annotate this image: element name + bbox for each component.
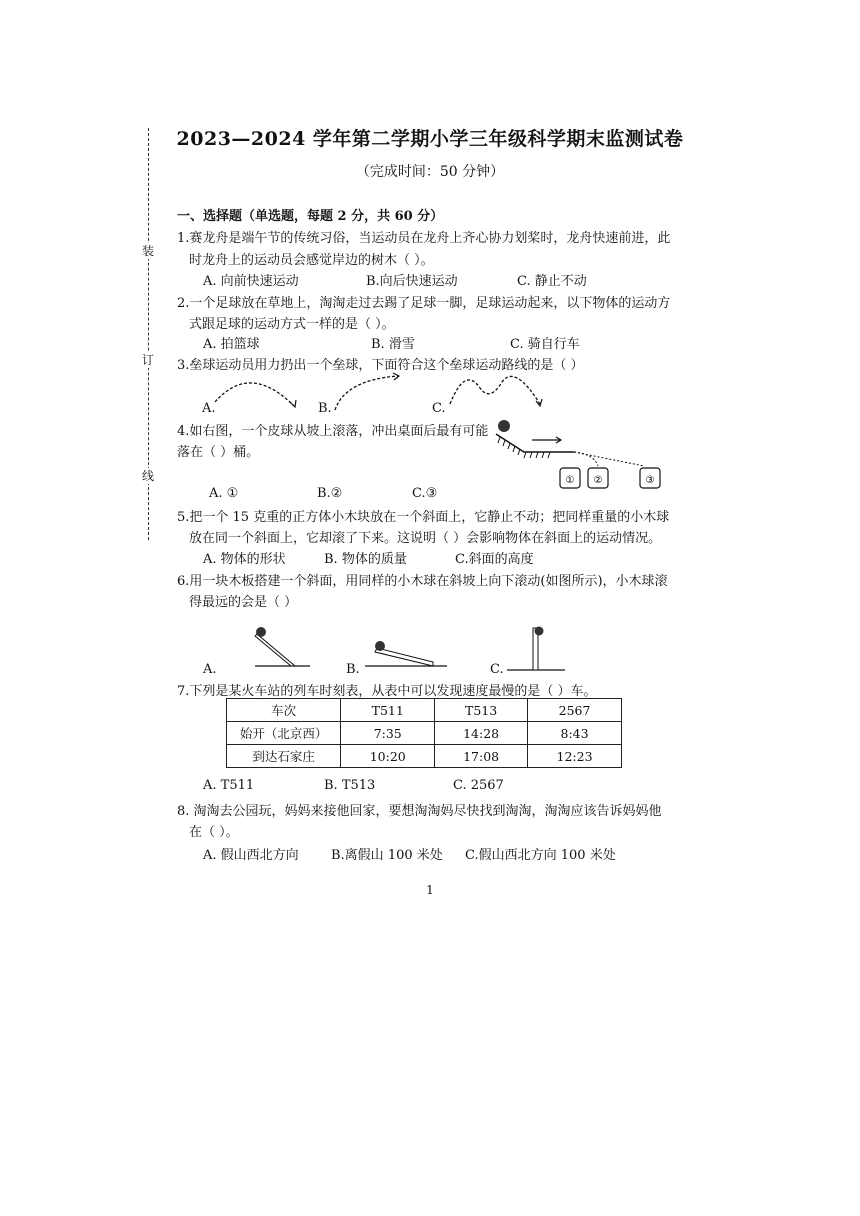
table-header-cell: 2567 bbox=[528, 699, 622, 722]
q4-slope-figure bbox=[494, 418, 666, 496]
q6-incline-figures bbox=[215, 622, 575, 674]
table-cell: 14:28 bbox=[435, 722, 528, 745]
q6-stem-line2: 得最远的会是（ ） bbox=[189, 595, 298, 610]
table-cell: 10:20 bbox=[341, 745, 435, 768]
q7-option-a: A. T511 bbox=[203, 778, 255, 793]
binding-char-ding: 订 bbox=[141, 353, 154, 367]
q1-stem-line2: 时龙舟上的运动员会感觉岸边的树木（ ）。 bbox=[189, 253, 434, 268]
q8-stem-line2: 在（ ）。 bbox=[189, 825, 239, 840]
exam-title: 2023—2024 学年第二学期小学三年级科学期末监测试卷 bbox=[176, 128, 684, 150]
table-cell: 到达石家庄 bbox=[227, 745, 341, 768]
incline-a-icon bbox=[255, 627, 310, 666]
q2-option-c: C. 骑自行车 bbox=[510, 337, 580, 352]
table-cell: 17:08 bbox=[435, 745, 528, 768]
table-header-cell: T511 bbox=[341, 699, 435, 722]
q3-trajectory-figures bbox=[210, 372, 550, 414]
q6-option-b: B. bbox=[346, 662, 360, 677]
q2-stem-line2: 式跟足球的运动方式一样的是（ ）。 bbox=[189, 317, 395, 332]
q2-option-a: A. 拍篮球 bbox=[203, 337, 260, 352]
table-header-cell: T513 bbox=[435, 699, 528, 722]
q5-option-a: A. 物体的形状 bbox=[203, 552, 286, 567]
q2-stem-line1: 2.一个足球放在草地上，淘淘走过去踢了足球一脚，足球运动起来，以下物体的运动方 bbox=[177, 296, 671, 311]
q1-option-b: B.向后快速运动 bbox=[366, 274, 458, 289]
q4-stem-line2: 落在（ ）桶。 bbox=[177, 445, 260, 460]
q6-option-c: C. bbox=[490, 662, 504, 677]
q8-stem-line1: 8. 淘淘去公园玩，妈妈来接他回家，要想淘淘妈尽快找到淘淘，淘淘应该告诉妈妈他 bbox=[177, 804, 662, 819]
exam-subtitle: （完成时间：50 分钟） bbox=[355, 164, 505, 180]
q6-stem-line1: 6.用一块木板搭建一个斜面，用同样的小木球在斜坡上向下滚动(如图所示)，小木球滚 bbox=[177, 574, 668, 589]
trajectory-b-icon bbox=[335, 376, 398, 410]
q4-option-b: B.② bbox=[317, 486, 343, 501]
table-header-cell: 车次 bbox=[227, 699, 341, 722]
page-number: 1 bbox=[426, 883, 434, 897]
table-cell: 12:23 bbox=[528, 745, 622, 768]
q4-stem-line1: 4.如右图，一个皮球从坡上滚落，冲出桌面后最有可能 bbox=[177, 424, 489, 439]
q8-option-b: B.离假山 100 米处 bbox=[331, 848, 443, 863]
table-cell: 8:43 bbox=[528, 722, 622, 745]
q7-option-b: B. T513 bbox=[324, 778, 376, 793]
slope-icon bbox=[496, 434, 574, 452]
incline-c-icon bbox=[507, 627, 565, 671]
section-heading: 一、选择题（单选题，每题 2 分，共 60 分） bbox=[177, 209, 444, 224]
bucket-1-label: ① bbox=[565, 475, 575, 486]
table-row bbox=[227, 722, 622, 745]
q3-stem: 3.垒球运动员用力扔出一个垒球，下面符合这个垒球运动路线的是（ ） bbox=[177, 358, 584, 373]
binding-char-xian: 装 bbox=[141, 244, 154, 258]
trajectory-a-icon bbox=[215, 383, 294, 406]
incline-b-icon bbox=[365, 641, 447, 666]
table-cell: 始开（北京西） bbox=[227, 722, 341, 745]
q6-option-a: A. bbox=[203, 662, 217, 677]
q2-option-b: B. 滑雪 bbox=[371, 337, 415, 352]
bucket-3-label: ③ bbox=[645, 475, 655, 486]
q3-option-a: A. bbox=[202, 401, 216, 416]
table-header-row bbox=[227, 699, 622, 722]
q8-option-a: A. 假山西北方向 bbox=[203, 848, 299, 863]
trajectory-c-icon bbox=[450, 376, 540, 404]
q1-option-a: A. 向前快速运动 bbox=[203, 274, 299, 289]
binding-char-zhuang: 线 bbox=[141, 469, 154, 483]
q5-option-c: C.斜面的高度 bbox=[455, 552, 534, 567]
q3-option-b: B. bbox=[318, 401, 332, 416]
train-timetable bbox=[226, 698, 622, 768]
q1-option-c: C. 静止不动 bbox=[517, 274, 587, 289]
q5-stem-line1: 5.把一个 15 克重的正方体小木块放在一个斜面上，它静止不动；把同样重量的小木球 bbox=[177, 510, 670, 525]
q7-stem: 7.下列是某火车站的列车时刻表，从表中可以发现速度最慢的是（ ）车。 bbox=[177, 684, 597, 699]
q4-option-c: C.③ bbox=[412, 486, 438, 501]
table-cell: 7:35 bbox=[341, 722, 435, 745]
q3-option-c: C. bbox=[432, 401, 446, 416]
q1-stem-line1: 1.赛龙舟是端午节的传统习俗，当运动员在龙舟上齐心协力划桨时，龙舟快速前进，此 bbox=[177, 231, 671, 246]
bucket-2-label: ② bbox=[593, 475, 603, 486]
table-row bbox=[227, 745, 622, 768]
q5-stem-line2: 放在同一个斜面上，它却滚了下来。这说明（ ）会影响物体在斜面上的运动情况。 bbox=[189, 531, 662, 546]
q5-option-b: B. 物体的质量 bbox=[324, 552, 407, 567]
q4-option-a: A. ① bbox=[209, 486, 239, 501]
q7-option-c: C. 2567 bbox=[453, 778, 504, 793]
q8-option-c: C.假山西北方向 100 米处 bbox=[465, 848, 616, 863]
ball-icon bbox=[498, 420, 510, 432]
